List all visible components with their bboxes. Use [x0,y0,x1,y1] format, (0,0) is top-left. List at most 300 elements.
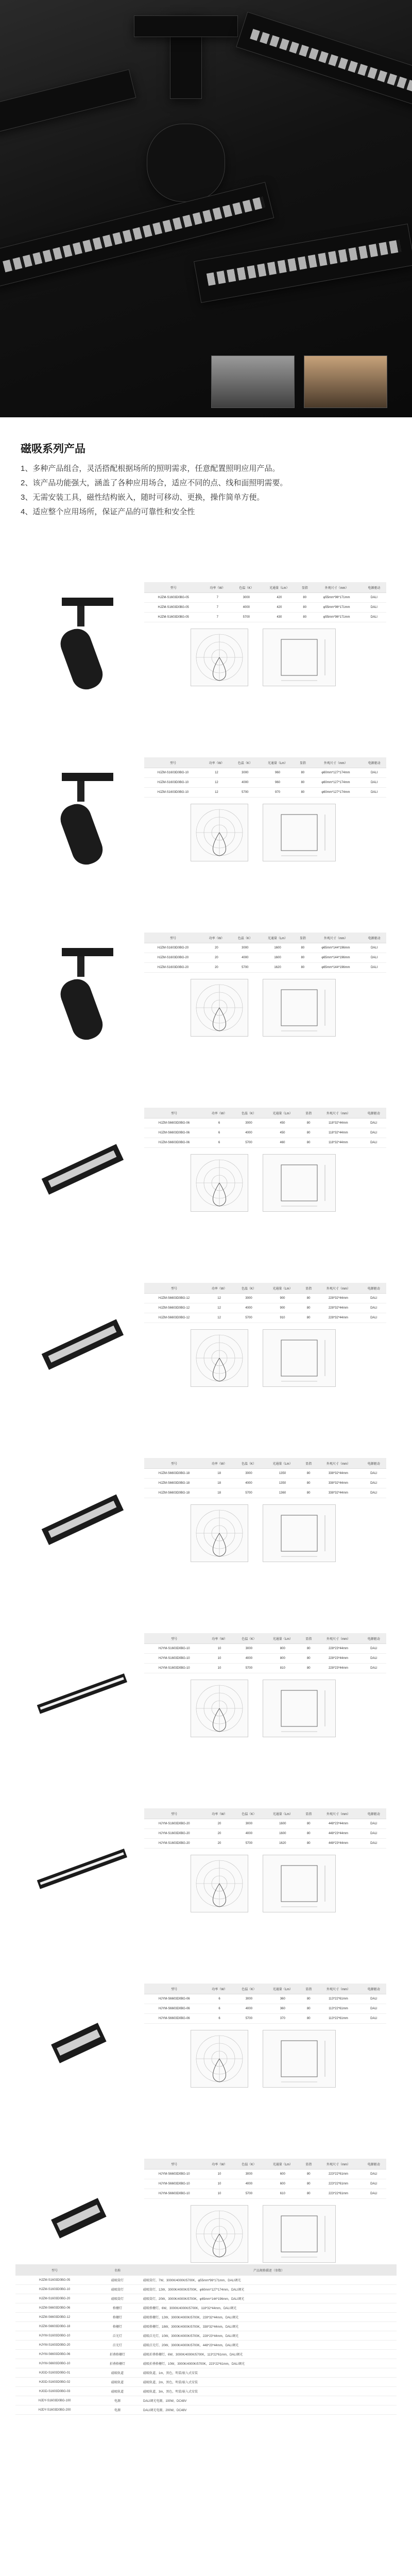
spec-cell: DALI [362,1118,386,1128]
spec-cell: 80 [296,788,309,798]
spec-cell: 228*23*44mm [315,1644,361,1654]
spec-cell: 18 [204,1479,234,1488]
summary-cell: 磁吸轨道 [94,2368,141,2378]
light-distribution-diagram [191,1680,248,1737]
summary-cell: HJDY-S1603D0BG-100 [15,2396,94,2405]
spec-cell: 118*32*44mm [315,1138,361,1148]
spec-cell: DALI [362,2179,386,2189]
diagram-group [191,804,386,866]
diagram-group [191,2030,386,2092]
spec-cell: DALI [362,788,386,798]
spec-cell: DALI [362,953,386,963]
spec-cell: 12 [202,768,231,778]
spec-cell: 4000 [234,1303,263,1313]
spec-row [144,603,386,613]
product-block [21,1278,391,1453]
spec-table [144,757,386,798]
spec-cell: 5700 [234,1839,263,1849]
spec-cell: 450 [263,1128,302,1138]
spec-cell: 6 [204,1118,234,1128]
spec-cell: 4000 [231,953,259,963]
spec-header-row [144,1458,386,1469]
spec-cell: HJYM-S1603D0BG-20 [144,1839,204,1849]
spec-cell: 5700 [234,1664,263,1673]
scene-photo-1 [211,355,295,408]
diagram-group [191,1504,386,1566]
summary-header-row [15,2264,397,2276]
spec-cell: 4000 [234,1128,263,1138]
spec-header-cell: 型号 [144,1633,204,1644]
summary-cell: 磁吸轨道 [94,2378,141,2387]
spec-cell: DALI [362,613,386,622]
spec-cell: 20 [204,1839,235,1849]
summary-cell: 磁吸泛光灯，20W，3000K/4000K/5700K，448*23*44mm，DALI调光 [141,2341,397,2350]
spec-cell: HJZM-S1603D0BG-20 [144,943,202,953]
spec-header-cell: 功率（W） [204,1633,235,1644]
spec-header-cell: 功率（W） [204,1283,234,1294]
spec-table [144,1283,386,1323]
dimension-drawing [263,629,336,686]
spec-cell: HJYM-S6603D0BG-10 [144,2189,204,2199]
spec-cell: 118*32*44mm [315,1128,361,1138]
spec-cell: DALI [362,1839,386,1849]
spec-cell: 3000 [234,1819,263,1829]
summary-cell: HJYM-S6603D0BG-06 [15,2350,94,2359]
dimension-drawing [263,1154,336,1212]
spec-cell: φ55mm*96*171mm [312,593,362,603]
spec-cell: 10 [204,2170,235,2179]
summary-table [15,2264,397,2415]
spec-cell: 3000 [234,1469,263,1479]
spec-header-cell: 外观尺寸（mm） [315,1458,361,1469]
spec-cell: 4000 [234,1829,263,1839]
dimension-drawing [263,1329,336,1387]
spec-header-cell: 色温（K） [234,1633,263,1644]
spec-header-cell: 电源驱动 [362,2159,386,2170]
spec-cell: DALI [362,2170,386,2179]
summary-cell: 折叠格栅灯 [94,2350,141,2359]
spec-cell: 80 [302,1469,315,1479]
spec-header-cell: 色温（K） [234,1283,263,1294]
summary-cell: 磁吸筒灯 [94,2294,141,2303]
spec-cell: 448*23*44mm [315,1819,361,1829]
diagram-group [191,1680,386,1741]
spec-cell: HJZM-S6603D0BG-06 [144,1118,204,1128]
spec-cell: 6 [204,1994,235,2004]
spec-cell: 370 [263,2014,302,2024]
light-distribution-diagram [191,1504,248,1562]
spec-cell: 4000 [234,1479,263,1488]
spec-row [144,1138,386,1148]
spec-header-cell: 电源驱动 [362,582,386,593]
spec-cell: HJZM-S6603D0BG-18 [144,1479,204,1488]
spec-cell: HJZM-S6603D0BG-12 [144,1303,204,1313]
spec-cell: 80 [302,1118,315,1128]
spec-cell: 360 [263,1994,302,2004]
spec-header-cell: 型号 [144,1808,204,1819]
spec-header-cell: 型号 [144,582,202,593]
spec-cell: HJZM-S1603D0BG-20 [144,953,202,963]
spec-cell: 80 [298,593,311,603]
dimension-drawing [263,1855,336,1912]
spec-cell: 80 [302,1479,315,1488]
spec-header-cell: 光通量（Lm） [259,933,296,943]
spec-cell: DALI [362,1128,386,1138]
summary-cell: 折叠格栅灯 [94,2359,141,2368]
product-photo [31,1814,129,1927]
spec-cell: HJYM-S1603D0BG-10 [144,1664,204,1673]
spec-row [144,1469,386,1479]
spec-table [144,1108,386,1148]
product-block [21,1803,391,1978]
spec-cell: φ60mm*127*174mm [309,768,362,778]
spec-cell: 1600 [263,1819,302,1829]
summary-cell: 磁吸筒灯 [94,2285,141,2294]
product-photo [31,1288,129,1401]
spec-header-cell: 电源驱动 [362,1283,386,1294]
spec-cell: 80 [302,1313,315,1323]
spec-cell: 1360 [263,1488,302,1498]
spec-header-cell: 光通量（Lm） [261,582,298,593]
spec-header-cell: 外观尺寸（mm） [315,1633,361,1644]
summary-row [15,2294,397,2303]
spec-cell: φ65mm*144*196mm [309,963,362,973]
spec-row [144,963,386,973]
spec-row [144,788,386,798]
product-photo [31,1638,129,1752]
spec-header-cell: 光通量（Lm） [263,1283,302,1294]
spec-header-cell: 电源驱动 [362,1633,386,1644]
spec-header-row [144,1283,386,1294]
spec-cell: 1350 [263,1469,302,1479]
product-block [21,1453,391,1628]
spec-row [144,953,386,963]
spec-row [144,2189,386,2199]
spec-cell: 1600 [259,943,296,953]
spec-cell: HJZM-S1603D0BG-05 [144,603,202,613]
spec-header-cell: 电源驱动 [362,1458,386,1469]
spec-header-cell: 外观尺寸（mm） [309,757,362,768]
light-distribution-diagram [191,2030,248,2088]
summary-cell: 磁吸筒灯，20W，3000K/4000K/5700K，φ65mm*144*196mm，DALI调光 [141,2294,397,2303]
product-photo [31,938,129,1051]
light-distribution-diagram [191,1855,248,1912]
spec-header-cell: 型号 [144,1283,204,1294]
spec-cell: 12 [204,1294,234,1303]
product-block [21,927,391,1103]
spec-cell: HJYM-S6603D0BG-06 [144,1994,204,2004]
spec-header-cell: 功率（W） [204,1108,234,1118]
summary-cell: 磁吸格栅灯，6W，3000K/4000K/5700K，118*32*44mm，DALI调光 [141,2303,397,2313]
spec-cell: 20 [202,963,231,973]
spec-cell: 4000 [231,778,259,788]
intro-title: 磁吸系列产品 [21,443,85,455]
summary-cell: 格栅灯 [94,2322,141,2331]
spec-cell: 460 [263,1138,302,1148]
spec-cell: 3000 [234,1294,263,1303]
spec-cell: 900 [263,1303,302,1313]
spec-cell: HJYM-S1603D0BG-20 [144,1829,204,1839]
summary-row [15,2387,397,2396]
spec-header-cell: 显指 [296,757,309,768]
spec-header-cell: 色温（K） [231,933,259,943]
spec-row [144,1839,386,1849]
summary-cell: 磁吸轨道，1m，黑色，明装/嵌入式安装 [141,2368,397,2378]
spec-header-cell: 电源驱动 [362,1808,386,1819]
spec-row [144,2004,386,2014]
spec-row [144,1303,386,1313]
summary-row [15,2350,397,2359]
spec-row [144,613,386,622]
spec-row [144,2179,386,2189]
summary-cell: HJDY-S1603D0BG-200 [15,2405,94,2415]
spec-cell: 80 [302,1303,315,1313]
spec-cell: 448*23*44mm [315,1829,361,1839]
product-photo [31,1463,129,1577]
light-distribution-diagram [191,804,248,861]
spec-header-cell: 显指 [302,1283,315,1294]
summary-row [15,2285,397,2294]
spec-cell: 5700 [231,963,259,973]
spec-cell: 800 [263,1654,302,1664]
spec-cell: 5700 [232,613,261,622]
spec-cell: DALI [362,1488,386,1498]
spec-cell: 5700 [234,1313,263,1323]
spec-header-cell: 电源驱动 [362,1108,386,1118]
spec-row [144,1829,386,1839]
spec-cell: HJZM-S1603D0BG-20 [144,963,202,973]
spec-cell: 610 [263,2189,302,2199]
spec-cell: 228*23*44mm [315,1654,361,1664]
spec-cell: 113*22*61mm [315,1994,361,2004]
spec-cell: 10 [204,2179,235,2189]
spec-header-cell: 电源驱动 [362,1984,386,1994]
spec-header-cell: 色温（K） [234,1984,263,1994]
spec-row [144,1664,386,1673]
spec-cell: 80 [302,1488,315,1498]
track-bar [0,69,136,135]
spec-table [144,1458,386,1498]
spec-cell: 80 [302,1994,315,2004]
product-block [21,752,391,927]
spec-header-row [144,757,386,768]
spec-row [144,1644,386,1654]
spec-cell: 1620 [263,1839,302,1849]
spec-cell: 80 [302,1128,315,1138]
spec-cell: 360 [263,2004,302,2014]
spec-header-cell: 显指 [302,1108,315,1118]
spec-cell: DALI [362,963,386,973]
spec-cell: 80 [302,2004,315,2014]
spec-header-cell: 功率（W） [202,582,232,593]
spec-cell: 223*22*61mm [315,2170,361,2179]
summary-cell: 磁吸筒灯，12W，3000K/4000K/5700K，φ60mm*127*174mm，DALI调光 [141,2285,397,2294]
spec-header-cell: 色温（K） [234,2159,263,2170]
spec-cell: 6 [204,1138,234,1148]
spec-header-row [144,1984,386,1994]
product-block [21,577,391,752]
spec-table [144,1808,386,1849]
spec-header-cell: 型号 [144,1984,204,1994]
spec-cell: 1350 [263,1479,302,1488]
summary-cell: HJZM-S1603D0BG-10 [15,2285,94,2294]
spec-cell: 223*22*61mm [315,2189,361,2199]
summary-row [15,2396,397,2405]
spec-row [144,593,386,603]
spec-header-row [144,1633,386,1644]
spec-row [144,1488,386,1498]
spec-cell: HJYM-S1603D0BG-20 [144,1819,204,1829]
spec-header-row [144,933,386,943]
spec-cell: HJYM-S6603D0BG-06 [144,2004,204,2014]
diagram-group [191,2205,386,2267]
summary-cell: 磁吸折叠格栅灯，10W，3000K/4000K/5700K，223*22*61mm，DALI调光 [141,2359,397,2368]
summary-cell: HJYM-S1603D0BG-20 [15,2341,94,2350]
spec-cell: 810 [263,1664,302,1673]
summary-cell: DALI调光电源，100W，DC48V [141,2396,397,2405]
spec-cell: 900 [263,1294,302,1303]
spec-cell: 10 [204,2189,235,2199]
spec-cell: 1620 [259,963,296,973]
spec-cell: 7 [202,593,232,603]
spec-row [144,1294,386,1303]
light-distribution-diagram [191,1154,248,1212]
spec-cell: 20 [202,943,231,953]
spec-row [144,768,386,778]
summary-row [15,2341,397,2350]
spec-cell: 80 [296,778,309,788]
spec-cell: 80 [302,2170,315,2179]
spec-cell: φ60mm*127*174mm [309,788,362,798]
spec-header-cell: 外观尺寸（mm） [315,1984,361,1994]
product-photo [31,2164,129,2277]
product-block [21,1103,391,1278]
diagram-group [191,629,386,690]
spec-cell: φ65mm*144*196mm [309,943,362,953]
spec-row [144,778,386,788]
summary-cell: 电源 [94,2396,141,2405]
summary-row [15,2368,397,2378]
spec-row [144,2014,386,2024]
spec-cell: HJZM-S6603D0BG-12 [144,1294,204,1303]
spec-cell: DALI [362,593,386,603]
summary-row [15,2303,397,2313]
spec-cell: 910 [263,1313,302,1323]
spec-cell: 6 [204,2004,235,2014]
spec-cell: 6 [204,1128,234,1138]
spec-cell: DALI [362,2004,386,2014]
spec-cell: 4000 [234,2179,263,2189]
spec-cell: 960 [259,768,296,778]
spec-cell: 80 [302,1664,315,1673]
spec-cell: DALI [362,1829,386,1839]
dimension-drawing [263,1680,336,1737]
spec-cell: 12 [204,1313,234,1323]
summary-row [15,2313,397,2322]
summary-cell: DALI调光电源，200W，DC48V [141,2405,397,2415]
intro-point: 1、多种产品组合，灵活搭配根据场所的照明需求，任意配置照明应用产品。 [21,464,280,473]
intro-point: 2、该产品功能强大，涵盖了各种应用场合，适应不同的点、线和面照明需要。 [21,479,288,487]
spec-cell: DALI [362,2189,386,2199]
spec-cell: DALI [362,1138,386,1148]
spec-header-cell: 型号 [144,2159,204,2170]
scene-photo-2 [304,355,387,408]
spec-cell: DALI [362,1294,386,1303]
dimension-drawing [263,2205,336,2263]
spec-cell: 18 [204,1469,234,1479]
spec-cell: 80 [296,943,309,953]
spec-header-cell: 功率（W） [204,2159,235,2170]
spec-cell: HJZM-S6603D0BG-18 [144,1488,204,1498]
spec-cell: DALI [362,1479,386,1488]
summary-cell: HJZM-S6603D0BG-12 [15,2313,94,2322]
spec-header-cell: 显指 [296,933,309,943]
summary-row [15,2276,397,2285]
spec-table [144,2159,386,2199]
spec-cell: 12 [202,788,231,798]
spec-row [144,1313,386,1323]
spec-cell: DALI [362,1664,386,1673]
spec-cell: DALI [362,1819,386,1829]
spec-header-row [144,1108,386,1118]
spec-row [144,1654,386,1664]
spec-header-cell: 电源驱动 [362,933,386,943]
spec-header-cell: 功率（W） [202,757,231,768]
summary-row [15,2322,397,2331]
spec-cell: DALI [362,1644,386,1654]
spec-row [144,943,386,953]
spec-cell: DALI [362,2014,386,2024]
spec-cell: HJZM-S6603D0BG-12 [144,1313,204,1323]
summary-cell: 泛光灯 [94,2341,141,2350]
spec-header-cell: 光通量（Lm） [263,1458,302,1469]
summary-cell: 电源 [94,2405,141,2415]
spec-cell: HJZM-S1603D0BG-10 [144,788,202,798]
spec-cell: 5700 [231,788,259,798]
spec-cell: HJZM-S6603D0BG-06 [144,1138,204,1148]
spec-cell: 3000 [234,1994,263,2004]
spec-cell: HJZM-S1603D0BG-05 [144,613,202,622]
spec-header-cell: 显指 [298,582,311,593]
spec-cell: 3000 [231,943,259,953]
product-block [21,1628,391,1803]
spec-cell: DALI [362,1469,386,1479]
spec-cell: 228*32*44mm [315,1303,361,1313]
summary-cell: HJGD-S1603D0BG-03 [15,2387,94,2396]
spec-cell: 12 [202,778,231,788]
summary-row [15,2359,397,2368]
spec-header-cell: 型号 [144,1108,204,1118]
spec-cell: 12 [204,1303,234,1313]
spec-cell: 7 [202,613,232,622]
spec-header-cell: 外观尺寸（mm） [315,2159,361,2170]
spec-row [144,1479,386,1488]
spec-cell: 420 [261,593,298,603]
spec-row [144,1994,386,2004]
spec-cell: DALI [362,603,386,613]
spec-cell: DALI [362,768,386,778]
product-photo [31,1989,129,2102]
spec-cell: 113*22*61mm [315,2014,361,2024]
diagram-group [191,1329,386,1391]
spec-cell: 448*23*44mm [315,1839,361,1849]
spec-cell: DALI [362,943,386,953]
spec-cell: 80 [302,1829,315,1839]
spec-cell: 80 [302,2179,315,2189]
dimension-drawing [263,2030,336,2088]
summary-cell: 磁吸轨道，3m，黑色，明装/嵌入式安装 [141,2387,397,2396]
spec-header-row [144,1808,386,1819]
